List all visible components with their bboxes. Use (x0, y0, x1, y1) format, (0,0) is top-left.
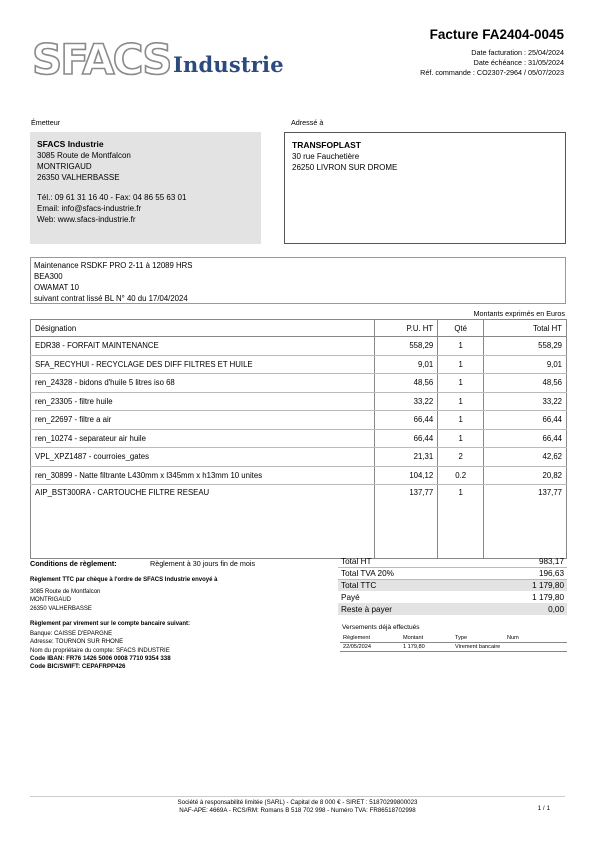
total-value: 983,17 (477, 556, 567, 568)
page-number: 1 / 1 (537, 805, 550, 812)
item-designation: SFA_RECYHUI - RECYCLAGE DES DIFF FILTRES ET HUILE (31, 355, 375, 374)
payment-amount: 1 179,80 (400, 643, 452, 652)
total-ttc-row (338, 580, 567, 592)
payments-title: Versements déjà effectués (342, 624, 420, 631)
reference-line: BEA300 (34, 272, 63, 281)
bank-name: Banque: CAISSE D'EPARGNE (30, 631, 113, 638)
conditions-label: Conditions de règlement: (30, 559, 117, 568)
table-row (340, 643, 567, 652)
bank-owner: Nom du propriétaire du compte: SFACS INDUSTRIE (30, 647, 170, 654)
recipient-zip-city: 26250 LIVRON SUR DROME (292, 163, 398, 172)
invoice-title: Facture FA2404-0045 (429, 27, 564, 42)
item-designation: ren_23305 - filtre huile (31, 392, 375, 411)
header-total: Total HT (484, 320, 567, 337)
cheque-address-line: MONTRIGAUD (30, 597, 71, 604)
remaining-row (338, 603, 567, 615)
total-value: 1 179,80 (477, 580, 567, 592)
reference-line: OWAMAT 10 (34, 283, 79, 292)
conditions-value: Règlement à 30 jours fin de mois (150, 559, 256, 568)
payment-type: Virement bancaire (452, 643, 504, 652)
item-total: 42,62 (484, 448, 567, 467)
recipient-address: 30 rue Fauchetière (292, 152, 360, 161)
item-designation: VPL_XPZ1487 - courroies_gates (31, 448, 375, 467)
cheque-section (30, 576, 217, 613)
item-designation: EDR38 - FORFAIT MAINTENANCE (31, 337, 375, 356)
item-total: 66,44 (484, 429, 567, 448)
item-qty: 1 (438, 411, 484, 430)
item-designation: ren_30899 - Natte filtrante L430mm x l345mm x h13mm 10 unites (31, 466, 375, 485)
total-label: Total TTC (338, 580, 477, 592)
legal-footer (30, 796, 565, 815)
recipient-box (284, 132, 566, 244)
item-total: 9,01 (484, 355, 567, 374)
invoice-date: Date facturation : 25/04/2024 (471, 48, 564, 57)
emitter-box (30, 132, 261, 244)
total-label: Reste à payer (338, 603, 477, 615)
payments-header-num: Num (504, 634, 567, 643)
bank-section (30, 620, 190, 671)
emitter-web: Web: www.sfacs-industrie.fr (37, 215, 136, 224)
emitter-name: SFACS Industrie (37, 139, 104, 149)
item-qty: 1 (438, 374, 484, 393)
table-row (31, 448, 567, 467)
item-price: 558,29 (375, 337, 438, 356)
emitter-address: 3085 Route de Montfalcon (37, 151, 131, 160)
item-total: 66,44 (484, 411, 567, 430)
bank-iban: Code IBAN: FR76 1426 5006 0008 7710 9354 338 (30, 654, 171, 662)
paid-row (338, 591, 567, 603)
payment-num (504, 643, 567, 652)
item-qty: 1 (438, 337, 484, 356)
emitter-email: Email: info@sfacs-industrie.fr (37, 204, 142, 213)
table-row (31, 392, 567, 411)
item-qty: 1 (438, 355, 484, 374)
table-row (31, 429, 567, 448)
table-row (31, 411, 567, 430)
recipient-label: Adressé à (291, 118, 324, 127)
reference-line: Maintenance RSDKF PRO 2-11 à 12089 HRS (34, 261, 193, 270)
emitter-label: Émetteur (31, 118, 61, 127)
total-value: 196,63 (477, 568, 567, 580)
header-designation: Désignation (31, 320, 375, 337)
reference-box (30, 257, 566, 304)
item-price: 137,77 (375, 485, 438, 559)
recipient-name: TRANSFOPLAST (292, 140, 361, 150)
amounts-note: Montants exprimés en Euros (473, 309, 565, 318)
item-qty: 1 (438, 485, 484, 559)
item-total: 137,77 (484, 485, 567, 559)
company-logo (30, 30, 290, 90)
item-price: 66,44 (375, 411, 438, 430)
item-designation: AIP_BST300RA - CARTOUCHE FILTRE RESEAU (31, 485, 375, 559)
items-table (30, 319, 567, 559)
payments-header-type: Type (452, 634, 504, 643)
payments-header-date: Règlement (340, 634, 400, 643)
bank-address: Adresse: TOURNON SUR RHONE (30, 639, 124, 646)
item-qty: 2 (438, 448, 484, 467)
item-total: 48,56 (484, 374, 567, 393)
payment-date: 22/05/2024 (340, 643, 400, 652)
totals-table (338, 556, 567, 615)
bank-bic: Code BIC/SWIFT: CEPAFRPP426 (30, 663, 126, 671)
header-unit-price: P.U. HT (375, 320, 438, 337)
logo-word: Industrie (173, 52, 284, 77)
payments-header-row (340, 634, 567, 643)
cheque-title: Règlement TTC par chèque à l'ordre de SFACS Industrie envoyé à (30, 577, 218, 583)
invoice-due-date: Date échéance : 31/05/2024 (473, 58, 564, 67)
item-price: 104,12 (375, 466, 438, 485)
invoice-order-ref: Réf. commande : CO2307-2964 / 05/07/2023 (420, 68, 564, 77)
item-designation: ren_10274 - separateur air huile (31, 429, 375, 448)
emitter-phone: Tél.: 09 61 31 16 40 - Fax: 04 86 55 63 01 (37, 193, 187, 202)
cheque-address-line: 26350 VALHERBASSE (30, 605, 92, 612)
payments-table (340, 634, 567, 652)
item-qty: 0.2 (438, 466, 484, 485)
table-row (31, 374, 567, 393)
table-row (31, 485, 567, 559)
item-price: 66,44 (375, 429, 438, 448)
item-qty: 1 (438, 429, 484, 448)
item-designation: ren_22697 - filtre a air (31, 411, 375, 430)
bank-title: Règlement par virement sur le compte bancaire suivant: (30, 621, 191, 627)
total-label: Payé (341, 592, 360, 602)
table-row (31, 466, 567, 485)
items-header-row (31, 320, 567, 337)
emitter-city: MONTRIGAUD (37, 162, 92, 171)
total-value: 1 179,80 (532, 592, 564, 602)
total-value: 0,00 (477, 603, 567, 615)
item-designation: ren_24328 - bidons d'huile 5 litres iso 68 (31, 374, 375, 393)
item-total: 20,82 (484, 466, 567, 485)
payments-header-amount: Montant (400, 634, 452, 643)
payment-conditions (30, 559, 256, 568)
invoice-meta (420, 48, 564, 78)
sfacs-logo-mark (30, 30, 170, 90)
total-vat-row (338, 568, 567, 580)
total-label: Total TVA 20% (338, 568, 477, 580)
legal-line: Société à responsabilité limitée (SARL) - Capital de 8 000 € - SIRET : 51870299800023 (177, 799, 418, 806)
item-price: 9,01 (375, 355, 438, 374)
table-row (31, 337, 567, 356)
emitter-zip-city: 26350 VALHERBASSE (37, 173, 120, 182)
cheque-address-line: 3085 Route de Montfalcon (30, 589, 101, 596)
item-price: 21,31 (375, 448, 438, 467)
item-price: 48,56 (375, 374, 438, 393)
reference-line: suivant contrat lissé BL N° 40 du 17/04/2024 (34, 294, 188, 303)
table-row (31, 355, 567, 374)
item-price: 33,22 (375, 392, 438, 411)
logo-mark-text: SFACS (32, 35, 170, 84)
item-total: 33,22 (484, 392, 567, 411)
header-quantity: Qté (438, 320, 484, 337)
legal-line: NAF-APE: 4669A - RCS/RM: Romans B 518 702 998 - Numéro TVA: FR86518702998 (179, 807, 416, 815)
item-total: 558,29 (484, 337, 567, 356)
item-qty: 1 (438, 392, 484, 411)
total-ht-row (338, 556, 567, 568)
total-label: Total HT (338, 556, 477, 568)
